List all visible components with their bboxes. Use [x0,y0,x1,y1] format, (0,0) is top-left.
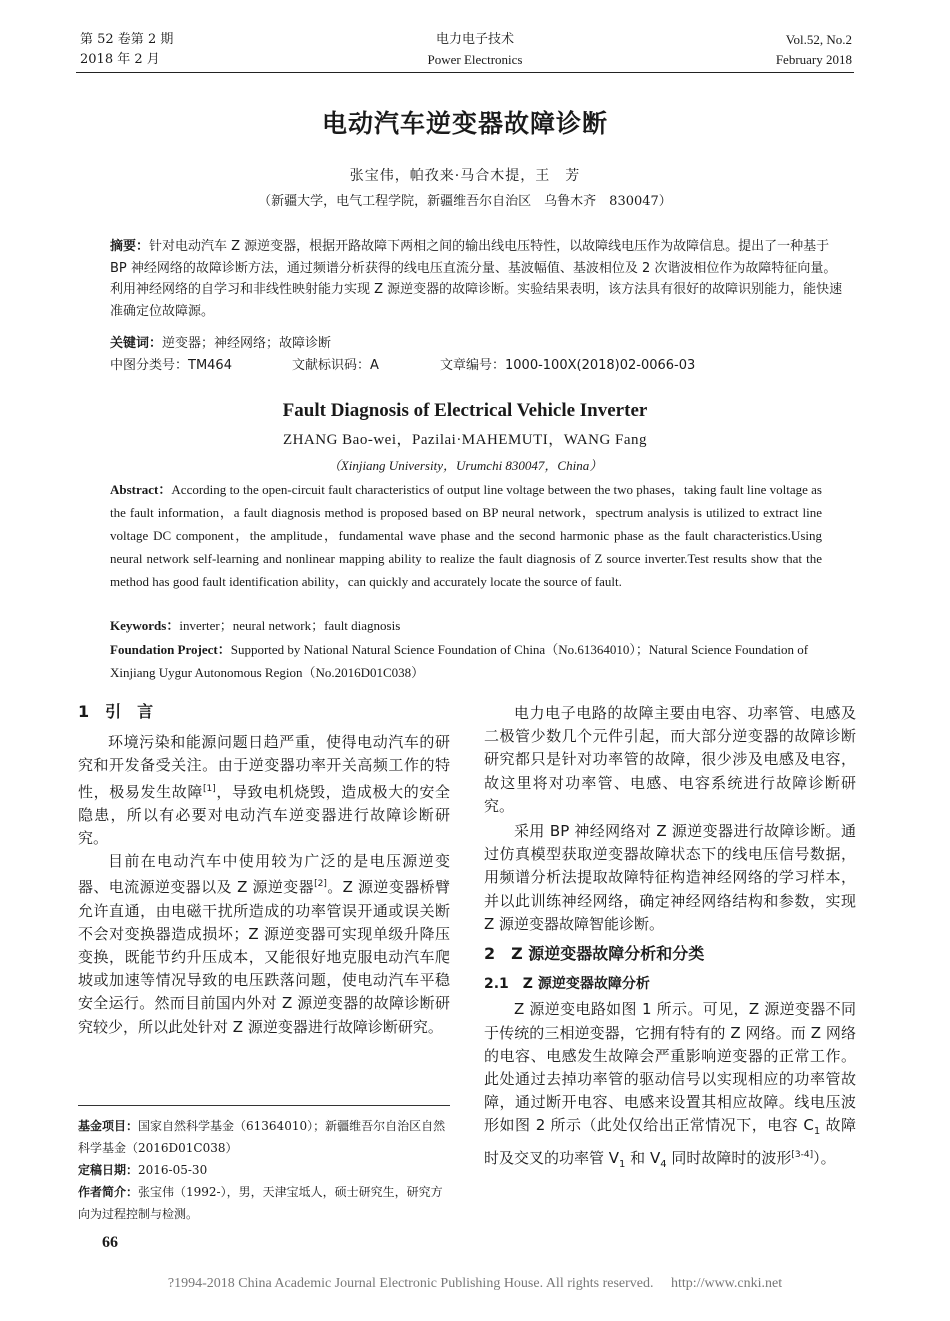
header-center-line2: Power Electronics [427,52,523,67]
abstract-en-text: According to the open-circuit fault characteristics of output line voltage between the two phases，taking fault line voltage as the fault information，a fault diagnosis method is proposed based on BP neural network，spectrum analysis is utilized to extract line voltage DC component，the amplitude，fundamental wave phase and the second harmonic phase as the fault characteristics.Using neural network self-learning and nonlinear mapping ability to realize the fault diagnosis of Z source inverter.Test results show that the method has good fault identification ability，can quickly and accurately locate the source of fault. [110,482,822,589]
paper-title-en: Fault Diagnosis of Electrical Vehicle Inverter [282,400,648,421]
affiliation-cn: （新疆大学，电气工程学院，新疆维吾尔自治区 乌鲁木齐 830047） [258,194,672,209]
keywords-en-label: Keywords： [110,618,180,633]
foundation-en-text: Supported by National Natural Science Foundation of China（No.61364010）；Natural Science Foundation of Xinjiang Uygur Autonomous Region（No.2016D01C038） [110,642,809,680]
section2-paragraph1 [484,998,856,1175]
abstract-en-label: Abstract： [110,482,172,497]
s1p1-tail: ，导致电机烧毁，造成极大的安全隐患，所以有必要对电动汽车逆变器进行故障诊断研究。 [78,782,450,848]
s2p1-sub1: 1 [813,1126,821,1138]
keywords-en [110,615,400,634]
footnote-date [78,1159,450,1181]
footnote-fund-text: 国家自然科学基金（61364010）；新疆维吾尔自治区自然科学基金（2016D01C038） [78,1119,446,1155]
s1p2-tail: 。Z 源逆变器桥臂允许直通，由电磁干扰所造成的功率管误开通或误关断不会对变换器造成损坏；Z 源逆变器可实现单级升降压变换，既能节约升压成本，又能很好地克服电动汽车爬坡或加速等情况导致的电压跌落问题，使电动汽车平稳安全运行。然而目前国内外对 Z 源逆变器的故障诊断研究较少，所以此处针对 Z 源逆变器进行故障诊断研究。 [78,878,450,1036]
keywords-en-text: inverter；neural network；fault diagnosis [179,618,401,633]
s2p1-close: ）。 [813,1148,836,1167]
footnote-author-text: 张宝伟（1992-），男，天津宝坻人，硕士研究生，研究方向为过程控制与检测。 [78,1185,443,1221]
foundation-en-label: Foundation Project： [110,642,231,657]
section1-paragraph2 [78,850,450,1039]
authors-en: ZHANG Bao-wei，Pazilai·MAHEMUTI，WANG Fang [282,432,648,448]
s2p1-mid: 故障时及交叉的功率管 V [484,1116,856,1167]
header-right-line2: February 2018 [775,52,852,67]
s2p1-sub3: 4 [660,1158,667,1170]
section1-heading: 1 引 言 [78,702,154,721]
section1-paragraph3: 电力电子电路的故障主要由电容、功率管、电感及二极管少数几个元件引起，而大部分逆变器的故障诊断研究都只是针对功率管的故障，很少涉及电感及电容，故这里将对功率管、电感、电容系统进行故障诊断研究。 [484,704,856,815]
section2-heading: 2 Z 源逆变器故障分析和分类 [484,944,705,964]
abstract-cn-text: 针对电动汽车 Z 源逆变器，根据开路故障下两相之间的输出线电压特性，以故障线电压作为故障信息。提出了一种基于 BP 神经网络的故障诊断方法，通过频谱分析获得的线电压直流分量、基波幅值、基波相位及 2 次谐波相位作为故障特征向量。利用神经网络的自学习和非线性映射能力实现 Z 源逆变器的故障诊断。实验结果表明，该方法具有很好的故障识别能力，能快速准确定位故障源。 [110,239,843,319]
footnotes [78,1115,450,1225]
s2p1-ref: [3-4] [791,1149,814,1160]
copyright-footer: ?1994-2018 China Academic Journal Electronic Publishing House. All rights reserved. http://www.cnki.net [167,1276,783,1291]
doc-code: 文献标识码：A [292,358,379,373]
s2p1-sub2: 1 [619,1158,626,1170]
foundation-project-en [110,638,822,684]
section1-paragraph1 [78,731,450,850]
keywords-cn-label: 关键词： [110,336,163,351]
footnote-fund-label: 基金项目： [78,1119,139,1133]
page-number: 66 [102,1234,118,1251]
s2p1-mid2: 和 V [625,1148,661,1167]
footnote-fund [78,1115,450,1159]
keywords-cn-text: 逆变器；神经网络；故障诊断 [162,336,332,351]
header-left-line2: 2018 年 2 月 [80,52,160,67]
s1p2-text: 目前在电动汽车中使用较为广泛的是电压源逆变器、电流源逆变器以及 Z 源逆变器 [78,852,450,897]
right-column [484,702,856,1176]
clc-number: 中图分类号：TM464 [110,358,232,373]
journal-vol-en [776,30,852,70]
header-center-line1: 电力电子技术 [435,32,514,47]
abstract-cn-label: 摘要： [110,239,150,254]
footnote-author-label: 作者简介： [78,1185,139,1199]
footnote-divider [78,1105,450,1106]
section2-1-heading: 2.1 Z 源逆变器故障分析 [484,976,650,993]
s1p2-ref: [2] [314,879,327,890]
header-left-line1: 第 52 卷第 2 期 [80,32,174,47]
section1-paragraph4: 采用 BP 神经网络对 Z 源逆变器进行故障诊断。通过仿真模型获取逆变器故障状态下的线电压信号数据，用频谱分析法提取故障特征构造神经网络的学习样本，并以此训练神经网络，确定神经网络结构和参数，实现 Z 源逆变器故障智能诊断。 [484,822,856,933]
keywords-cn [110,332,331,351]
header-right-line1: Vol.52, No.2 [785,32,852,47]
abstract-cn [110,236,848,322]
authors-cn: 张宝伟，帕孜来·马合木提，王 芳 [349,168,581,184]
s2p1-end: 同时故障时的波形 [666,1148,792,1167]
s1p1-text: 环境污染和能源问题日趋严重，使得电动汽车的研究和开发备受关注。由于逆变器功率开关高频工作的特性，极易发生故障 [78,733,450,801]
s2p1-text: Z 源逆变电路如图 1 所示。可见，Z 源逆变器不同于传统的三相逆变器，它拥有特有的 Z 网络。而 Z 网络的电容、电感发生故障会严重影响逆变器的正常工作。此处通过去掉功率管的驱动信号以实现相应的功率管故障，通过断开电容、电感来设置其相应故障。线电压波形如图 2 所示（此处仅给出正常情况下，电容 C [484,1000,856,1135]
affiliation-en: （Xinjiang University，Urumchi 830047，China） [327,458,603,473]
s1p1-ref: [1] [202,783,216,794]
article-number: 文章编号：1000-100X(2018)02-0066-03 [440,358,696,373]
footnote-date-text: 2016-05-30 [138,1163,208,1177]
footnote-author [78,1181,450,1225]
paper-title-cn: 电动汽车逆变器故障诊断 [321,109,608,138]
left-column [78,700,450,1039]
header-divider [76,72,854,73]
footnote-date-label: 定稿日期： [78,1163,139,1177]
abstract-en [110,478,822,593]
